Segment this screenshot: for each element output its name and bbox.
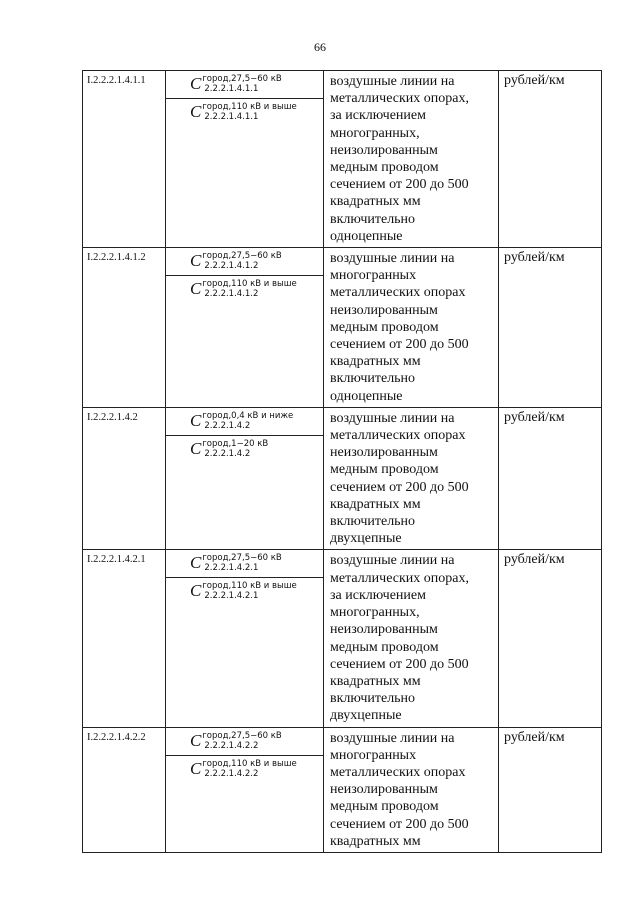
row-formulas <box>166 407 324 550</box>
table-row <box>83 248 602 408</box>
description-line: квадратных мм <box>330 194 421 210</box>
formula-cell <box>166 408 323 436</box>
description-line: металлических опорах <box>330 764 466 780</box>
formula-superscript: город,0,4 кВ и ниже <box>202 410 294 421</box>
formula-scripts <box>202 102 296 122</box>
formula-scripts <box>202 731 281 751</box>
formula <box>190 102 321 122</box>
formula <box>190 581 321 601</box>
formula-symbol: C <box>190 581 202 601</box>
description-line: металлических опорах <box>330 428 466 444</box>
table-body <box>83 71 602 853</box>
formula-subscript: 2.2.2.1.4.2.1 <box>204 563 259 574</box>
description-line: включительно <box>330 691 416 707</box>
formula-cell <box>166 436 323 463</box>
table-row <box>83 727 602 852</box>
description-line: за исключением <box>330 587 426 603</box>
description-line: многогранных <box>330 747 417 763</box>
formula-cell <box>166 71 323 99</box>
description-line: неизолированным <box>330 445 438 461</box>
formula <box>190 279 321 299</box>
description-line: медным проводом <box>330 639 439 655</box>
description-line: сечением от 200 до 500 <box>330 177 469 193</box>
formula-subscript: 2.2.2.1.4.1.1 <box>204 84 259 94</box>
formula-symbol: C <box>190 102 202 121</box>
description-line: медным проводом <box>330 160 439 176</box>
formula-scripts <box>202 251 281 271</box>
row-unit: рублей/км <box>499 550 602 727</box>
description-line: медным проводом <box>330 799 439 815</box>
description-line: за исключением <box>330 108 426 124</box>
formula-subscript: 2.2.2.1.4.2.2 <box>204 740 259 751</box>
description-line: сечением от 200 до 500 <box>330 479 469 495</box>
description-line: неизолированным <box>330 302 438 318</box>
description-line: квадратных мм <box>330 496 421 512</box>
description-line: одноцепные <box>330 228 403 244</box>
formula-subscript: 2.2.2.1.4.1.2 <box>204 261 259 272</box>
formula-symbol: C <box>190 279 202 299</box>
formula-cell <box>166 248 323 276</box>
description-line: металлических опорах, <box>330 91 469 107</box>
formula-symbol: C <box>190 74 202 93</box>
description-line: медным проводом <box>330 319 439 335</box>
description-line: многогранных <box>330 268 417 284</box>
description-line: воздушные линии на <box>330 74 455 89</box>
formula-scripts <box>202 553 281 573</box>
formula-subscript: 2.2.2.1.4.1.2 <box>204 289 259 300</box>
formula-cell <box>166 99 323 126</box>
formula-scripts <box>202 279 296 299</box>
description-line: воздушные линии на <box>330 730 455 746</box>
formula-superscript: город,110 кВ и выше <box>202 581 297 592</box>
row-code: I.2.2.2.1.4.2 <box>83 407 166 550</box>
formula <box>190 553 321 573</box>
row-unit: рублей/км <box>499 407 602 550</box>
description-line: включительно <box>330 371 416 387</box>
description-line: воздушные линии на <box>330 251 455 267</box>
formula-symbol: C <box>190 438 202 458</box>
formula-scripts <box>202 759 296 779</box>
description-line: квадратных мм <box>330 354 421 370</box>
formula-superscript: город,27,5−60 кВ <box>202 553 282 564</box>
page-number: 66 <box>314 40 326 54</box>
description-line: неизолированным <box>330 142 438 158</box>
description-line: сечением от 200 до 500 <box>330 656 469 672</box>
formula-symbol: C <box>190 758 202 778</box>
description-line: включительно <box>330 211 416 227</box>
description-line: многогранных, <box>330 605 420 621</box>
formula-cell <box>166 728 323 756</box>
formula <box>190 411 321 431</box>
formula-scripts <box>202 74 281 94</box>
table-row <box>83 550 602 727</box>
row-code: I.2.2.2.1.4.2.1 <box>83 550 166 727</box>
description-line: квадратных мм <box>330 673 421 689</box>
formula-cell <box>166 276 323 303</box>
table-row <box>83 71 602 248</box>
description-line: квадратных мм <box>330 833 421 849</box>
formula-symbol: C <box>190 410 202 430</box>
row-formulas <box>166 248 324 408</box>
description-line: одноцепные <box>330 388 403 404</box>
description-line: сечением от 200 до 500 <box>330 816 469 832</box>
row-unit: рублей/км <box>499 727 602 852</box>
table-row <box>83 407 602 550</box>
formula-superscript: город,110 кВ и выше <box>202 279 297 290</box>
row-formulas <box>166 550 324 727</box>
formula-scripts <box>202 439 268 459</box>
row-unit: рублей/км <box>499 248 602 408</box>
formula-symbol: C <box>190 553 202 573</box>
description-line: металлических опорах, <box>330 570 469 586</box>
formula-superscript: город,1−20 кВ <box>202 438 269 449</box>
description-line: металлических опорах <box>330 285 466 301</box>
row-description <box>324 550 499 727</box>
formula-subscript: 2.2.2.1.4.2 <box>204 448 251 459</box>
formula-scripts <box>202 581 296 601</box>
formula-subscript: 2.2.2.1.4.2.1 <box>204 591 259 602</box>
formula-subscript: 2.2.2.1.4.2.2 <box>204 768 259 779</box>
row-description <box>324 407 499 550</box>
description-line: включительно <box>330 514 416 530</box>
row-code: I.2.2.2.1.4.2.2 <box>83 727 166 852</box>
formula-subscript: 2.2.2.1.4.2 <box>204 420 251 431</box>
formula <box>190 439 321 459</box>
description-line: сечением от 200 до 500 <box>330 337 469 353</box>
formula-superscript: город,27,5−60 кВ <box>202 730 282 741</box>
description-line: неизолированным <box>330 782 438 798</box>
formula-cell <box>166 578 323 605</box>
formula-symbol: C <box>190 251 202 271</box>
row-code: I.2.2.2.1.4.1.2 <box>83 248 166 408</box>
description-line: многогранных, <box>330 125 420 141</box>
formula-superscript: город,110 кВ и выше <box>202 758 297 769</box>
formula-subscript: 2.2.2.1.4.1.1 <box>204 112 259 122</box>
description-line: медным проводом <box>330 462 439 478</box>
formula-cell <box>166 550 323 578</box>
row-description <box>324 727 499 852</box>
tariff-table <box>82 70 602 853</box>
description-line: двухцепные <box>330 708 402 724</box>
formula-symbol: C <box>190 730 202 750</box>
description-line: неизолированным <box>330 622 438 638</box>
formula <box>190 759 321 779</box>
row-unit: рублей/км <box>499 71 602 248</box>
formula-superscript: город,110 кВ и выше <box>202 102 297 112</box>
row-code: I.2.2.2.1.4.1.1 <box>83 71 166 248</box>
formula-superscript: город,27,5−60 кВ <box>202 74 282 84</box>
row-description <box>324 248 499 408</box>
formula <box>190 731 321 751</box>
description-line: воздушные линии на <box>330 553 455 569</box>
row-formulas <box>166 71 324 248</box>
formula <box>190 74 321 94</box>
formula-scripts <box>202 411 293 431</box>
row-description <box>324 71 499 248</box>
formula-superscript: город,27,5−60 кВ <box>202 251 282 262</box>
description-line: воздушные линии на <box>330 410 455 426</box>
formula-cell <box>166 756 323 783</box>
description-line: двухцепные <box>330 531 402 547</box>
row-formulas <box>166 727 324 852</box>
formula <box>190 251 321 271</box>
